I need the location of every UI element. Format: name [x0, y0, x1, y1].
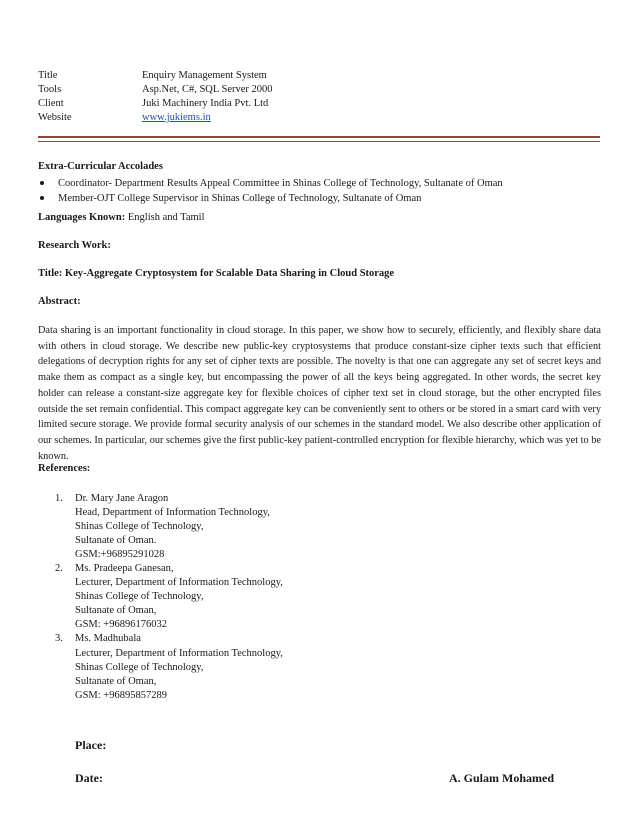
- reference-details: [75, 492, 270, 562]
- date-label: Date:: [75, 771, 103, 785]
- reference-line: Lecturer, Department of Information Technology,: [75, 577, 283, 589]
- research-heading: Research Work:: [38, 240, 111, 251]
- place-label: Place:: [75, 738, 107, 752]
- section-divider-thick: [38, 136, 600, 138]
- reference-line: GSM: +96895857289: [75, 689, 167, 701]
- project-value: Enquiry Management System: [142, 70, 267, 81]
- extra-curricular-heading: Extra-Curricular Accolades: [38, 161, 163, 172]
- reference-line: GSM: +96896176032: [75, 619, 167, 631]
- reference-number: 1.: [55, 493, 63, 504]
- project-row-tools: [38, 83, 273, 97]
- list-item: [38, 191, 601, 206]
- references-heading: References:: [38, 463, 91, 474]
- reference-item: [55, 492, 283, 562]
- bullet-icon: [38, 191, 58, 206]
- references-list: [55, 492, 283, 703]
- project-key: Tools: [38, 84, 62, 95]
- list-item-text: Coordinator- Department Results Appeal Committee in Shinas College of Technology, Sultanate of Oman: [58, 178, 503, 189]
- project-key: Website: [38, 112, 72, 123]
- reference-line: Sultanate of Oman,: [75, 605, 157, 617]
- reference-details: [75, 632, 283, 702]
- reference-line: Ms. Pradeepa Ganesan,: [75, 563, 174, 575]
- reference-item: [55, 632, 283, 702]
- project-details-table: [38, 69, 273, 125]
- list-item-text: Member-OJT College Supervisor in Shinas College of Technology, Sultanate of Oman: [58, 193, 422, 204]
- project-key: Client: [38, 98, 64, 109]
- reference-line: Lecturer, Department of Information Technology,: [75, 647, 283, 659]
- abstract-paragraph: Data sharing is an important functionality in cloud storage. In this paper, we show how to securely, efficiently, and flexibly share data with others in cloud storage. We describe new public-key cryptosystems that produce constant-size cipher texts such that efficient delegations of decryption rights for any set of cipher texts are possible. The novelty is that one can aggregate any set of secret keys and make them as compact as a single key, but encompassing the power of all the keys being aggregated. In other words, the secret key holder can release a constant-size aggregate key for flexible choices of cipher text set in cloud storage, but the other encrypted files outside the set remain confidential. This compact aggregate key can be conveniently sent to others or be stored in a smart card with very limited secure storage. We provide formal security analysis of our schemes in the standard model. We also describe other application of our schemes. In particular, our schemes give the first public-key patient-controlled encryption for flexible hierarchy, which was yet to be known.: [38, 325, 601, 462]
- reference-line: Ms. Madhubala: [75, 633, 141, 645]
- reference-number: 3.: [55, 633, 63, 645]
- reference-number: 2.: [55, 563, 63, 575]
- project-value: Juki Machinery India Pvt. Ltd: [142, 98, 269, 109]
- bullet-icon: [38, 176, 58, 191]
- signatory-name: A. Gulam Mohamed: [449, 771, 554, 785]
- project-row-title: [38, 69, 273, 83]
- reference-line: Shinas College of Technology,: [75, 591, 204, 603]
- project-value: Asp.Net, C#, SQL Server 2000: [142, 84, 273, 95]
- reference-line: Shinas College of Technology,: [75, 661, 204, 673]
- project-row-website: [38, 111, 273, 125]
- section-divider-thin: [38, 141, 600, 142]
- abstract-heading: Abstract:: [38, 296, 81, 307]
- reference-details: [75, 562, 283, 632]
- project-row-client: [38, 97, 273, 111]
- list-item: [38, 176, 601, 191]
- reference-item: [55, 562, 283, 632]
- project-key: Title: [38, 70, 58, 81]
- reference-line: GSM:+96895291028: [75, 549, 165, 561]
- reference-line: Sultanate of Oman.: [75, 535, 157, 547]
- reference-line: Sultanate of Oman,: [75, 675, 157, 687]
- reference-line: Head, Department of Information Technology,: [75, 507, 270, 519]
- research-title: Title: Key-Aggregate Cryptosystem for Scalable Data Sharing in Cloud Storage: [38, 268, 395, 279]
- extra-curricular-list: [38, 176, 601, 206]
- website-link[interactable]: www.jukiems.in: [142, 112, 211, 123]
- languages-line: [38, 212, 601, 223]
- languages-value: English and Tamil: [125, 212, 205, 223]
- languages-label: Languages Known:: [38, 212, 126, 223]
- reference-line: Shinas College of Technology,: [75, 521, 204, 533]
- reference-line: Dr. Mary Jane Aragon: [75, 493, 169, 504]
